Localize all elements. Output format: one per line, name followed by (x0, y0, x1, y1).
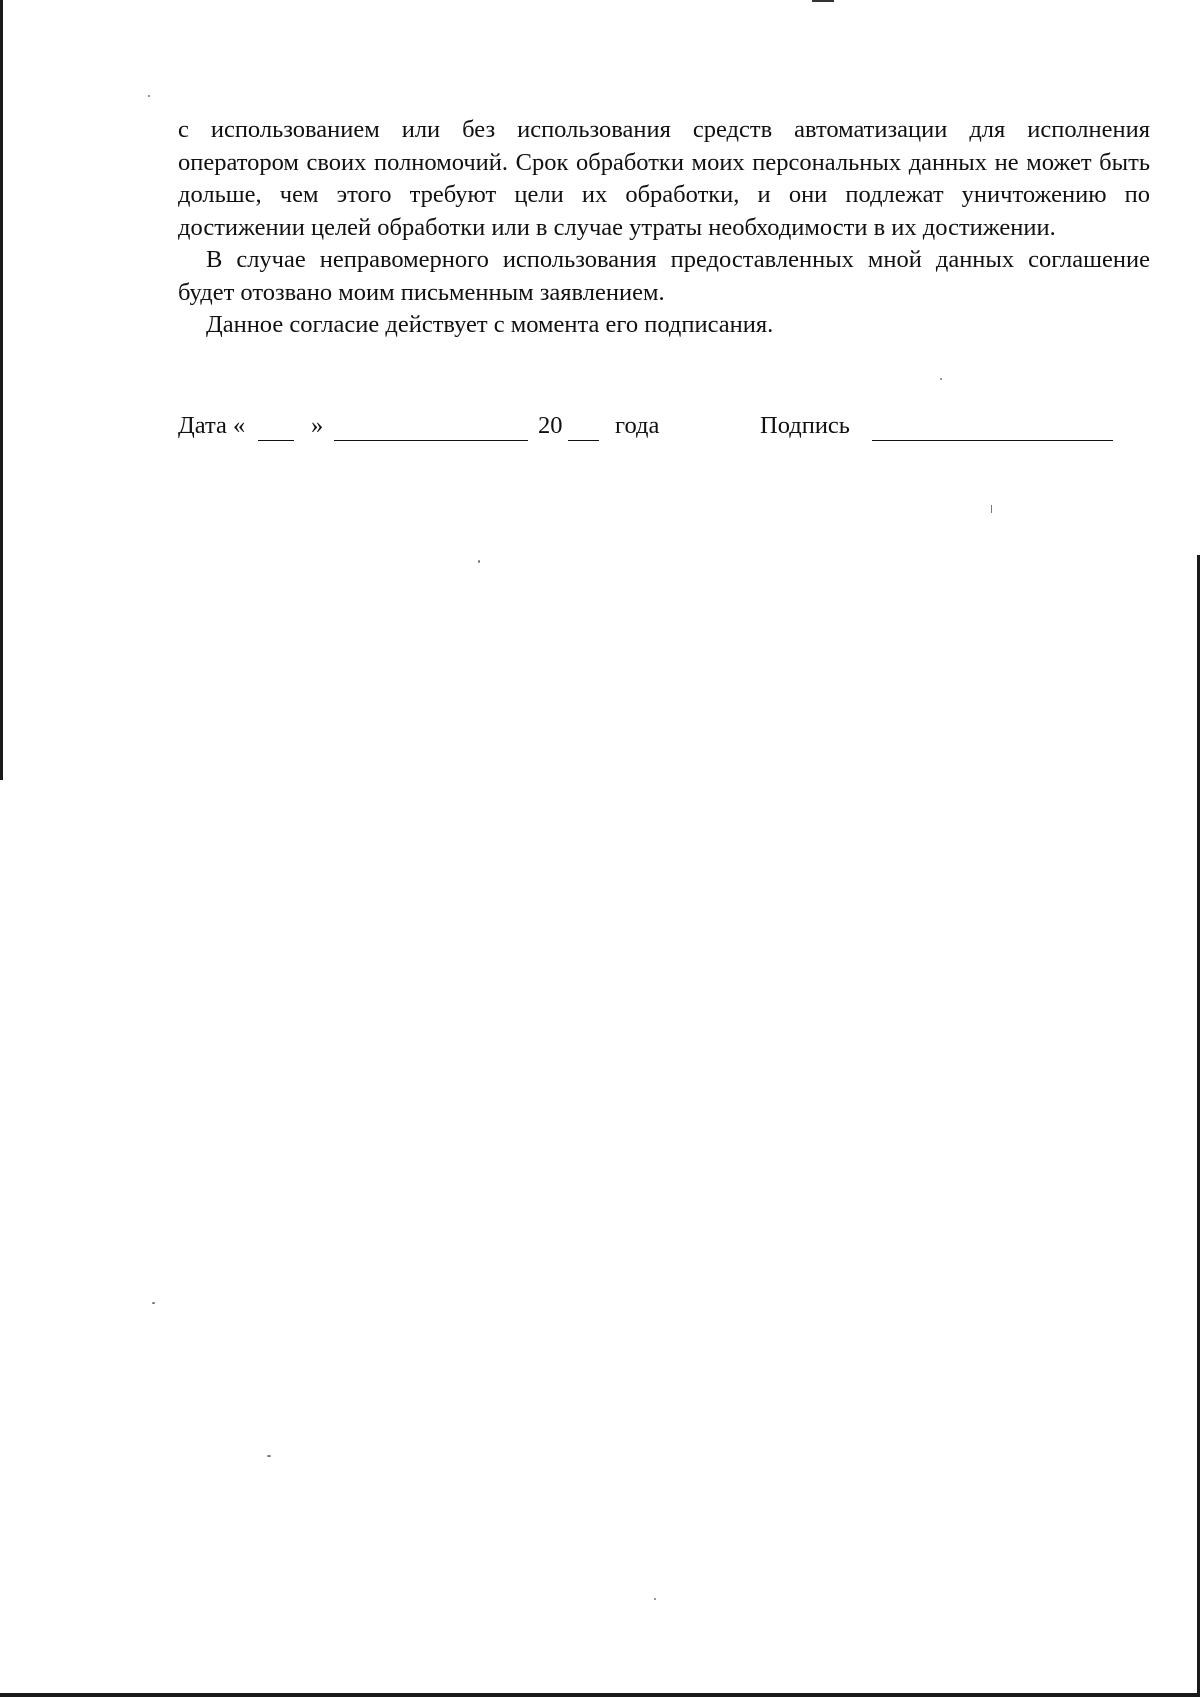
scan-speck (991, 505, 992, 513)
revocation-paragraph: В случае неправомерного использования предоставленных мной данных соглашение будет отозвано моим письменным заявлением. (178, 246, 1150, 306)
scan-speck (478, 560, 480, 563)
scan-speck (152, 1302, 155, 1304)
scan-speck (148, 95, 150, 97)
date-signature-row (178, 412, 1138, 452)
date-close-quote: » (311, 412, 324, 439)
consent-paragraph: с использованием или без использования средств автоматизации для исполнения оператором своих полномочий. Срок обработки моих персональных данных не может быть дольше, чем этого требуют цели их обработки, и они подлежат уничтожению по достижении целей обработки или в случае утраты необходимости в их достижении. (178, 116, 1150, 241)
month-blank[interactable] (334, 412, 528, 441)
scan-edge-bottom (0, 1693, 1200, 1697)
date-label: Дата « (178, 412, 246, 439)
scan-mark-top (812, 0, 834, 2)
scan-speck (654, 1598, 656, 1600)
day-blank[interactable] (258, 412, 294, 441)
signature-label: Подпись (760, 412, 850, 439)
consent-body (178, 114, 1150, 342)
year-prefix: 20 (538, 412, 563, 439)
validity-paragraph: Данное согласие действует с момента его подписания. (206, 311, 774, 338)
signature-blank[interactable] (872, 412, 1113, 441)
scan-speck (940, 378, 942, 380)
scan-speck (267, 1455, 271, 1457)
year-word: года (615, 412, 660, 439)
scan-edge-left (0, 0, 3, 780)
year-blank[interactable] (568, 412, 599, 441)
